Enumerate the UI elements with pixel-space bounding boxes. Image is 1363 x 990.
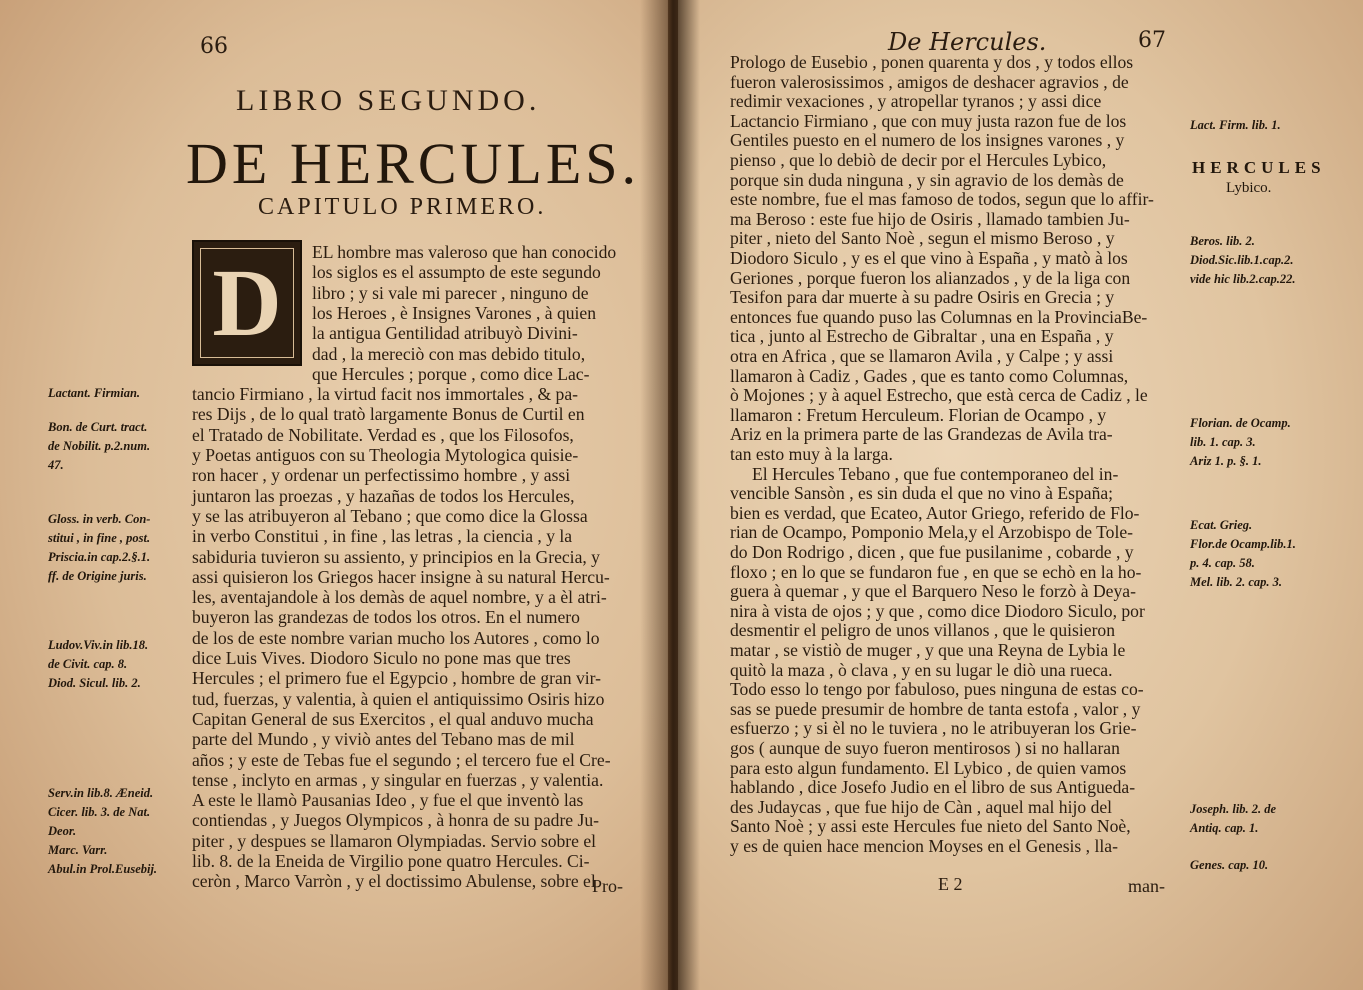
- side-heading-hercules: HERCULES: [1192, 158, 1326, 177]
- text-line: fueron valerosissimos , amigos de deshacer agravios , de: [730, 71, 1129, 92]
- text-line: dice Luis Vives. Diodoro Siculo no pone mas que tres: [192, 648, 571, 668]
- margin-note: Deor.: [48, 824, 77, 838]
- margin-note: vide hic lib.2.cap.22.: [1190, 272, 1296, 286]
- margin-note: Antiq. cap. 1.: [1190, 821, 1259, 835]
- margin-note: Lactant. Firmian.: [48, 386, 141, 400]
- text-line: sas se puede presumir de hombre de tanta estofa , valor , y: [730, 698, 1141, 719]
- text-line: ceròn , Marco Varròn , y el doctissimo Abulense, sobre el: [192, 871, 596, 892]
- text-line: y es de quien hace mencion Moyses en el Genesis , lla-: [730, 836, 1118, 856]
- text-line: in verbo Constitui , in fine , las letras , la ciencia , y la: [192, 526, 573, 547]
- margin-note: Florian. de Ocamp.: [1190, 416, 1291, 430]
- text-line: floxo ; en lo que se fundaron fue , en que se echò en la ho-: [730, 561, 1142, 582]
- margin-note: Marc. Varr.: [48, 843, 108, 857]
- margin-note: Ariz 1. p. §. 1.: [1190, 454, 1262, 468]
- margin-note: Beros. lib. 2.: [1190, 234, 1255, 248]
- text-line: Santo Noè ; y assi este Hercules fue nieto del Santo Noè,: [730, 816, 1131, 837]
- text-line: tense , inclyto en armas , y singular en fuerzas , y valentia.: [192, 769, 604, 790]
- margin-note: Joseph. lib. 2. de: [1190, 802, 1277, 816]
- text-line: el Tratado de Nobilitate. Verdad es , que los Filosofos,: [192, 424, 574, 445]
- drop-cap-letter: D: [212, 249, 282, 356]
- text-line: guera à quemar , y que el Barquero Neso le forzò à Deya-: [730, 581, 1136, 602]
- margin-note: Cicer. lib. 3. de Nat.: [48, 805, 151, 819]
- text-line: rian de Ocampo, Pomponio Mela,y el Arzobispo de Tole-: [730, 522, 1134, 543]
- text-line: años ; y este de Tebas fue el segundo ; el tercero fue el Cre-: [192, 749, 611, 770]
- text-line: tica , junto al Estrecho de Gibraltar , una en España , y: [730, 326, 1114, 347]
- margin-note: ff. de Origine juris.: [48, 569, 147, 583]
- text-line: piter , y despues se llamaron Olympiadas. Servio sobre el: [192, 830, 597, 851]
- margin-note: Serv.in lib.8. Æneid.: [48, 786, 154, 800]
- text-line: ron hacer , y ordenar un perfectissimo hombre , y assi: [192, 465, 571, 486]
- text-line: bien es verdad, que Ecateo, Autor Griego, referido de Flo-: [730, 502, 1140, 523]
- text-line: libro ; y si vale mi parecer , ninguno de: [312, 282, 589, 303]
- text-line: Todo esso lo tengo por fabuloso, pues ninguna de estas co-: [730, 679, 1144, 700]
- text-line: llamaron à Cadiz , Gades , que es tanto como Columnas,: [730, 365, 1129, 386]
- left-page-number: 66: [200, 34, 228, 59]
- text-line: de los de este nombre varian mucho los Autores , como lo: [192, 627, 600, 648]
- margin-note: de Nobilit. p.2.num.: [48, 439, 151, 453]
- text-line: pienso , que lo debiò de decir por el Hercules Lybico,: [730, 150, 1107, 170]
- text-line: Prologo de Eusebio , ponen quarenta y dos , y todos ellos: [730, 52, 1134, 72]
- text-line: quitò la maza , ò clava , y en su lugar le diò una rueca.: [730, 659, 1113, 680]
- text-line: dad , la mereciò con mas debido titulo,: [312, 343, 586, 364]
- text-line: tan esto muy à la larga.: [730, 444, 893, 464]
- margin-note: Bon. de Curt. tract.: [48, 420, 148, 434]
- margin-note: Mel. lib. 2. cap. 3.: [1190, 575, 1283, 589]
- margin-note: Lact. Firm. lib. 1.: [1190, 118, 1281, 132]
- margin-note: Gloss. in verb. Con-: [48, 512, 151, 526]
- running-head: De Hercules.: [888, 28, 1047, 56]
- margin-note: p. 4. cap. 58.: [1190, 556, 1255, 570]
- text-line: la antigua Gentilidad atribuyò Divini-: [312, 323, 578, 344]
- text-line: los Heroes , è Insignes Varones , à quien: [312, 302, 597, 323]
- text-line: buyeron las grandezas de todos los otros. En el numero: [192, 607, 580, 628]
- text-line: parte del Mundo , y viviò antes del Tebano mas de mil: [192, 729, 575, 750]
- text-line: tancio Firmiano , la virtud facit nos immortales , & pa-: [192, 384, 578, 405]
- text-line: que Hercules ; porque , como dice Lac-: [312, 363, 590, 384]
- chapter-heading: CAPITULO PRIMERO.: [258, 194, 547, 220]
- text-line: Lactancio Firmiano , que con muy justa razon fue de los: [730, 110, 1127, 131]
- margin-note: lib. 1. cap. 3.: [1190, 435, 1256, 449]
- text-line: contiendas , y Juegos Olympicos , à honra de su padre Ju-: [192, 810, 600, 831]
- book-gutter: [640, 0, 700, 990]
- side-heading-lybico: Lybico.: [1226, 180, 1272, 196]
- text-line: otra en Africa , que se llamaron Avila , y Calpe ; y assi: [730, 346, 1114, 366]
- page-title: DE HERCULES.: [186, 131, 640, 196]
- text-line: res Dijs , de lo qual tratò largamente Bonus de Curtil en: [192, 404, 585, 425]
- text-line: para esto algun fundamento. El Lybico , de quien vamos: [730, 757, 1127, 778]
- text-line: entonces fue quando puso las Columnas en la ProvinciaBe-: [730, 306, 1148, 327]
- text-line: les, aventajandole à los demàs de aquel nombre, y a èl atri-: [192, 587, 607, 608]
- text-line: ma Beroso : este fue hijo de Osiris , llamado tambien Ju-: [730, 208, 1130, 229]
- text-line: redimir vexaciones , y atropellar tyranos ; y assi dice: [730, 91, 1102, 112]
- margin-note: Ecat. Grieg.: [1190, 518, 1253, 532]
- right-page-number: 67: [1138, 28, 1166, 53]
- text-line: Tesifon para dar muerte à su padre Osiris en Grecia ; y: [730, 287, 1115, 308]
- text-line: porque sin duda ninguna , y sin agravio de los demàs de: [730, 169, 1124, 190]
- margin-note: Diod. Sicul. lib. 2.: [48, 676, 141, 690]
- text-line: gos ( aunque de suyo fueron mentirosos ) si no hallaran: [730, 738, 1120, 758]
- text-line: Capitan General de sus Exercitos , el qual anduvo mucha: [192, 708, 594, 729]
- book-heading: LIBRO SEGUNDO.: [236, 84, 541, 117]
- text-line: matar , se vistiò de muger , y que una Reyna de Lybia le: [730, 640, 1126, 660]
- margin-note: Priscia.in cap.2.§.1.: [48, 550, 151, 564]
- margin-note: Flor.de Ocamp.lib.1.: [1190, 537, 1296, 551]
- text-line: El Hercules Tebano , que fue contemporaneo del in-: [752, 463, 1119, 484]
- signature-mark: E 2: [938, 874, 963, 894]
- ornamental-drop-cap: [192, 240, 302, 366]
- margin-note: 47.: [48, 458, 64, 472]
- text-line: esfuerzo ; y si èl no le tuviera , no le atribuyeran los Grie-: [730, 718, 1137, 739]
- text-line: llamaron : Fretum Herculeum. Florian de Ocampo , y: [730, 404, 1107, 425]
- text-line: Ariz en la primera parte de las Grandezas de Avila tra-: [730, 424, 1113, 445]
- text-line: juntaron las proezas , y hazañas de todos los Hercules,: [192, 485, 575, 506]
- right-catchword: man-: [1128, 876, 1165, 896]
- text-line: A este le llamò Pausanias Ideo , y fue el que inventò las: [192, 790, 584, 811]
- text-line: assi quisieron los Griegos hacer insigne à su natural Hercu-: [192, 566, 610, 587]
- text-line: piter , nieto del Santo Noè , segun el mismo Beroso , y: [730, 228, 1115, 249]
- margin-note: Abul.in Prol.Eusebij.: [48, 862, 158, 876]
- margin-note: de Civit. cap. 8.: [48, 657, 128, 671]
- margin-note: Diod.Sic.lib.1.cap.2.: [1190, 253, 1294, 267]
- text-line: lib. 8. de la Eneida de Virgilio pone quatro Hercules. Ci-: [192, 851, 590, 871]
- text-line: y se las atribuyeron al Tebano ; que como dice la Glossa: [192, 505, 588, 526]
- margin-note: Genes. cap. 10.: [1190, 858, 1269, 872]
- text-line: sabiduria tuvieron su assiento, y principios en la Grecia, y: [192, 546, 600, 567]
- text-line: hablando , dice Josefo Judio en el libro de sus Antigueda-: [730, 777, 1136, 798]
- margin-note: stitui , in fine , post.: [48, 531, 151, 545]
- text-line: EL hombre mas valeroso que han conocido: [312, 242, 617, 262]
- text-line: Diodoro Siculo , y es el que vino à España , y matò à los: [730, 248, 1128, 268]
- text-line: los siglos es el assumpto de este segundo: [312, 262, 601, 283]
- text-line: vencible Sansòn , es sin duda el que no vino à España;: [730, 483, 1114, 504]
- text-line: desmentir el peligro de unos villanos , que le quisieron: [730, 620, 1116, 641]
- text-line: des Judaycas , que fue hijo de Càn , aquel mal hijo del: [730, 796, 1113, 817]
- text-line: y Poetas antiguos con su Theologia Mytologica quisie-: [192, 445, 579, 465]
- text-line: nira à vista de ojos ; y que , como dice Diodoro Siculo, por: [730, 600, 1145, 621]
- left-catchword: Pro-: [592, 876, 623, 896]
- text-line: tud, fuerzas, y valentia, à quien el antiquissimo Osiris hizo: [192, 688, 605, 709]
- text-line: Gentiles puesto en el numero de los insignes varones , y: [730, 130, 1125, 151]
- text-line: Hercules ; el primero fue el Egypcio , hombre de gran vir-: [192, 668, 602, 689]
- text-line: este nombre, fue el mas famoso de todos, segun que lo affir-: [730, 189, 1154, 210]
- text-line: do Don Rodrigo , dicen , que fue pusilanime , cobarde , y: [730, 542, 1134, 562]
- text-line: ò Mojones ; y à aquel Estrecho, que està cerca de Cadiz , le: [730, 385, 1148, 406]
- text-line: Geriones , porque fueron los alianzados , y de la liga con: [730, 267, 1131, 288]
- margin-note: Ludov.Viv.in lib.18.: [48, 638, 149, 652]
